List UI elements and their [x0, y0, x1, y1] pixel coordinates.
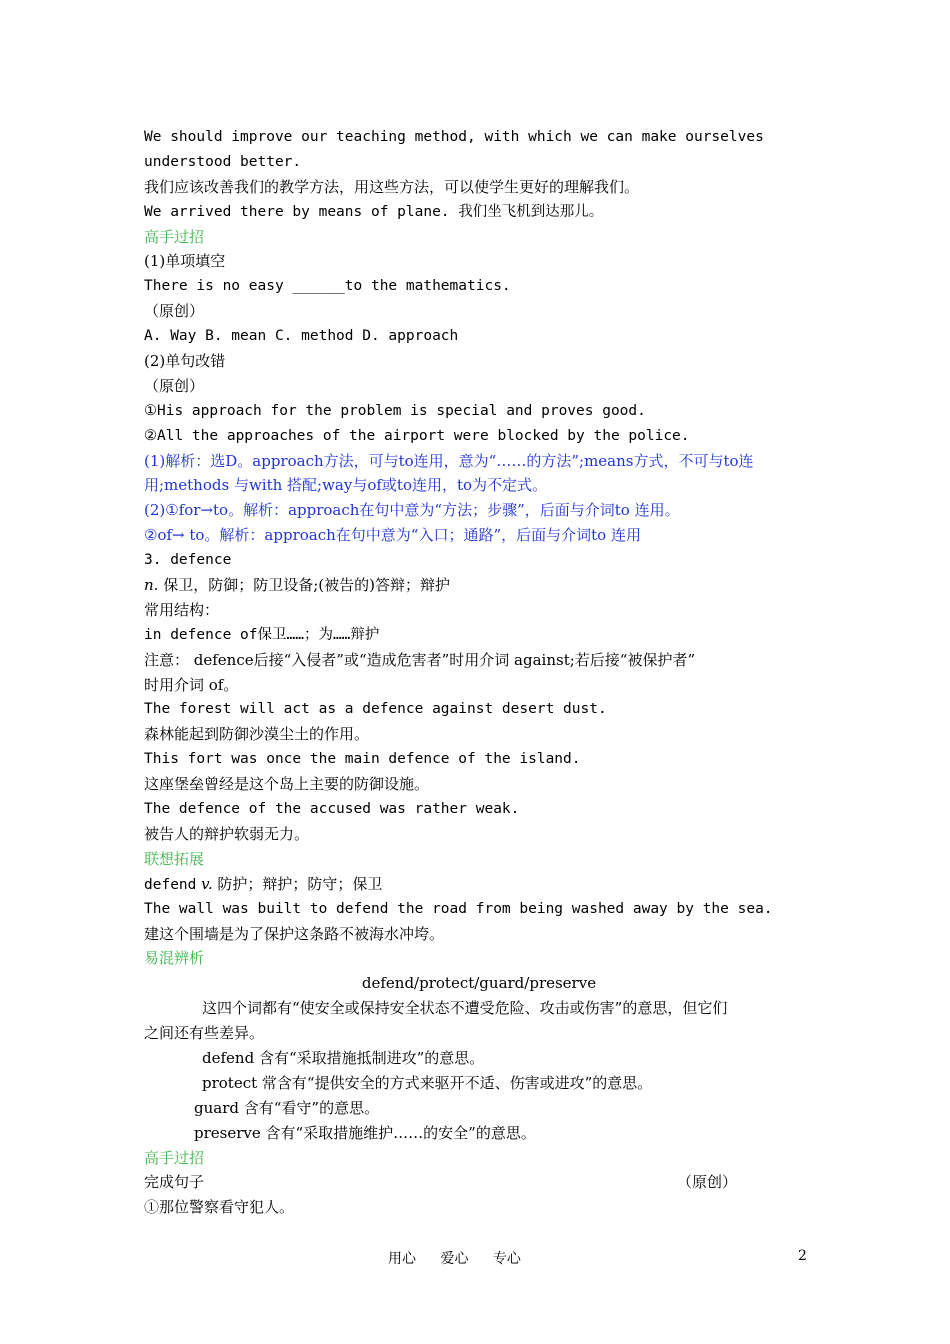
- entry-heading: 3. defence: [144, 552, 232, 569]
- section-heading: 高手过招: [144, 1148, 205, 1167]
- usage-note: 注意： defence后接“入侵者”或“造成危害者”时用介词 against;若后接“被保护者”: [144, 650, 696, 669]
- structure-label: 常用结构：: [144, 600, 220, 619]
- exercise-question: ②All the approaches of the airport were blocked by the police.: [144, 427, 690, 444]
- section-heading: 联想拓展: [144, 849, 205, 868]
- translation: 森林能起到防御沙漠尘土的作用。: [144, 725, 370, 744]
- exercise-question: ①那位警察看守犯人。: [144, 1198, 295, 1217]
- comparison-paragraph: 这四个词都有“使安全或保持安全状态不遭受危险、攻击或伤害”的意思，但它们: [202, 999, 728, 1018]
- source-note: （原创）: [677, 1173, 738, 1192]
- pos-label: n.: [144, 576, 159, 595]
- exercise-title: (2)单句改错: [144, 352, 226, 371]
- exercise-title: 完成句子 （原创）: [144, 1170, 814, 1195]
- translation: 我们应该改善我们的教学方法，用这些方法，可以使学生更好的理解我们。: [144, 177, 640, 196]
- comparison-item: guard 含有“看守”的意思。: [194, 1098, 380, 1117]
- comparison-title: defend/protect/guard/preserve: [361, 974, 597, 993]
- answer-explanation: ②of→ to。解析：approach在句中意为“入口；通路”，后面与介词to 连用: [144, 526, 641, 545]
- comparison-paragraph: 之间还有些差异。: [144, 1024, 265, 1043]
- page-content: [144, 125, 814, 1220]
- answer-explanation: (2)①for→to。解析：approach在句中意为“方法；步骤”，后面与介词to 连用。: [144, 501, 680, 520]
- comparison-item: defend 含有“采取措施抵制进攻”的意思。: [202, 1048, 485, 1067]
- definition: n. 保卫，防御；防卫设备;(被告的)答辩；辩护: [144, 576, 450, 595]
- exercise-question: There is no easy ______to the mathematics.: [144, 278, 511, 295]
- example-sentence: The wall was built to defend the road from being washed away by the sea.: [144, 900, 773, 917]
- translation: 这座堡垒曾经是这个岛上主要的防御设施。: [144, 775, 430, 794]
- answer-options: A. Way B. mean C. method D. approach: [144, 328, 459, 345]
- structure-pattern: in defence of保卫……；为……辩护: [144, 626, 380, 643]
- example-sentence: The defence of the accused was rather weak.: [144, 801, 520, 818]
- usage-note: 时用介词 of。: [144, 675, 239, 694]
- example-sentence: We arrived there by means of plane. 我们坐飞机到达那儿。: [144, 203, 604, 220]
- comparison-item: protect 常含有“提供安全的方式来驱开不适、伤害或进攻”的意思。: [202, 1073, 653, 1092]
- pos-label: v.: [201, 874, 213, 893]
- source-note: （原创）: [144, 376, 205, 395]
- example-sentence: understood better.: [144, 153, 302, 170]
- footer-motto: 用心 爱心 专心: [388, 1251, 521, 1267]
- example-sentence: We should improve our teaching method, with which we can make ourselves: [144, 129, 764, 145]
- translation: 被告人的辩护软弱无力。: [144, 824, 310, 843]
- exercise-question: ①His approach for the problem is special and proves good.: [144, 402, 646, 419]
- example-sentence: The forest will act as a defence against desert dust.: [144, 701, 607, 718]
- section-heading: 高手过招: [144, 227, 205, 246]
- page-number: 2: [798, 1248, 807, 1264]
- definition: defend v. 防护；辩护；防守；保卫: [144, 874, 383, 893]
- comparison-item: preserve 含有“采取措施维护……的安全”的意思。: [194, 1123, 536, 1142]
- example-sentence: This fort was once the main defence of the island.: [144, 751, 581, 768]
- exercise-title: (1)单项填空: [144, 252, 226, 271]
- answer-explanation: 用;methods 与with 搭配;way与of或to连用，to为不定式。: [144, 476, 548, 495]
- translation: 建这个围墙是为了保护这条路不被海水冲垮。: [144, 924, 445, 943]
- section-heading: 易混辨析: [144, 949, 205, 968]
- answer-explanation: (1)解析：选D。approach方法，可与to连用，意为“……的方法”;means方式，不可与to连: [144, 451, 754, 470]
- source-note: （原创）: [144, 302, 205, 321]
